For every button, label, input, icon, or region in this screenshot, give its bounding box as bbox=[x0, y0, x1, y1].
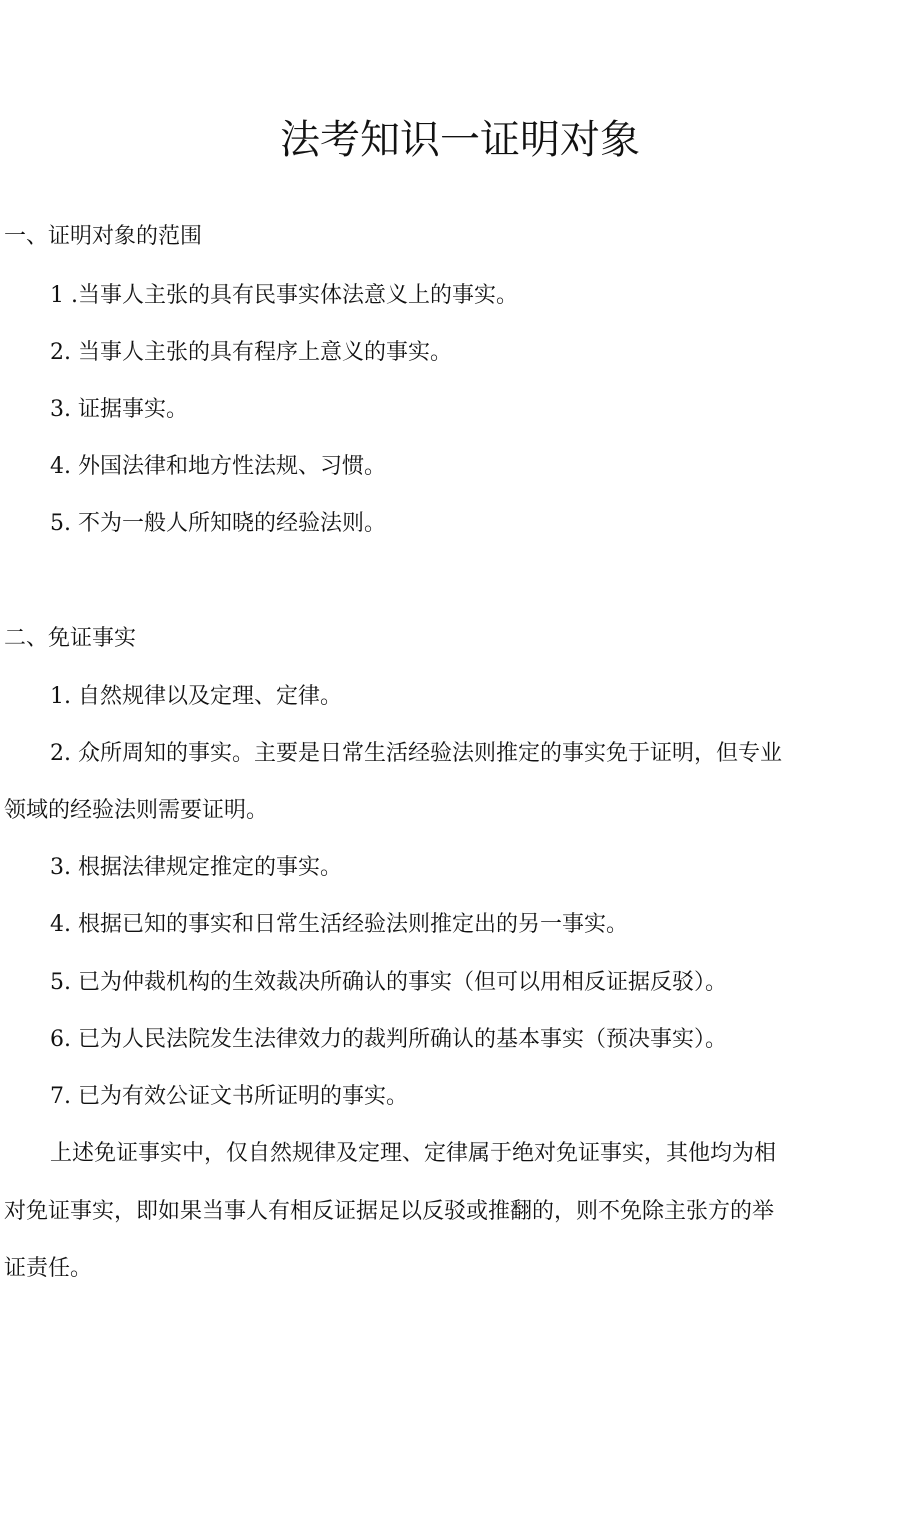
list-item: 4. 根据已知的事实和日常生活经验法则推定出的另一事实。 bbox=[50, 912, 628, 937]
list-item-continuation: 领域的经验法则需要证明。 bbox=[4, 798, 269, 823]
section-heading-scope: 一、证明对象的范围 bbox=[4, 224, 203, 249]
list-item: 5. 已为仲裁机构的生效裁决所确认的事实（但可以用相反证据反驳）。 bbox=[50, 970, 727, 995]
list-item: 5. 不为一般人所知晓的经验法则。 bbox=[50, 511, 386, 536]
list-item: 1 .当事人主张的具有民事实体法意义上的事实。 bbox=[50, 283, 518, 308]
list-item: 1. 自然规律以及定理、定律。 bbox=[50, 684, 342, 709]
list-item: 6. 已为人民法院发生法律效力的裁判所确认的基本事实（预决事实）。 bbox=[50, 1027, 727, 1052]
summary-paragraph-line: 上述免证事实中，仅自然规律及定理、定律属于绝对免证事实，其他均为相 bbox=[50, 1141, 777, 1166]
list-item: 2. 众所周知的事实。主要是日常生活经验法则推定的事实免于证明，但专业 bbox=[50, 741, 782, 766]
list-item: 3. 根据法律规定推定的事实。 bbox=[50, 855, 342, 880]
summary-paragraph-line: 对免证事实，即如果当事人有相反证据足以反驳或推翻的，则不免除主张方的举 bbox=[4, 1199, 775, 1224]
list-item: 7. 已为有效公证文书所证明的事实。 bbox=[50, 1084, 408, 1109]
list-item: 4. 外国法律和地方性法规、习惯。 bbox=[50, 454, 386, 479]
list-item: 2. 当事人主张的具有程序上意义的事实。 bbox=[50, 340, 452, 365]
list-item: 3. 证据事实。 bbox=[50, 397, 188, 422]
summary-paragraph-line: 证责任。 bbox=[4, 1256, 93, 1281]
document-title: 法考知识一证明对象 bbox=[280, 117, 640, 163]
section-heading-exempt-facts: 二、免证事实 bbox=[4, 626, 137, 651]
